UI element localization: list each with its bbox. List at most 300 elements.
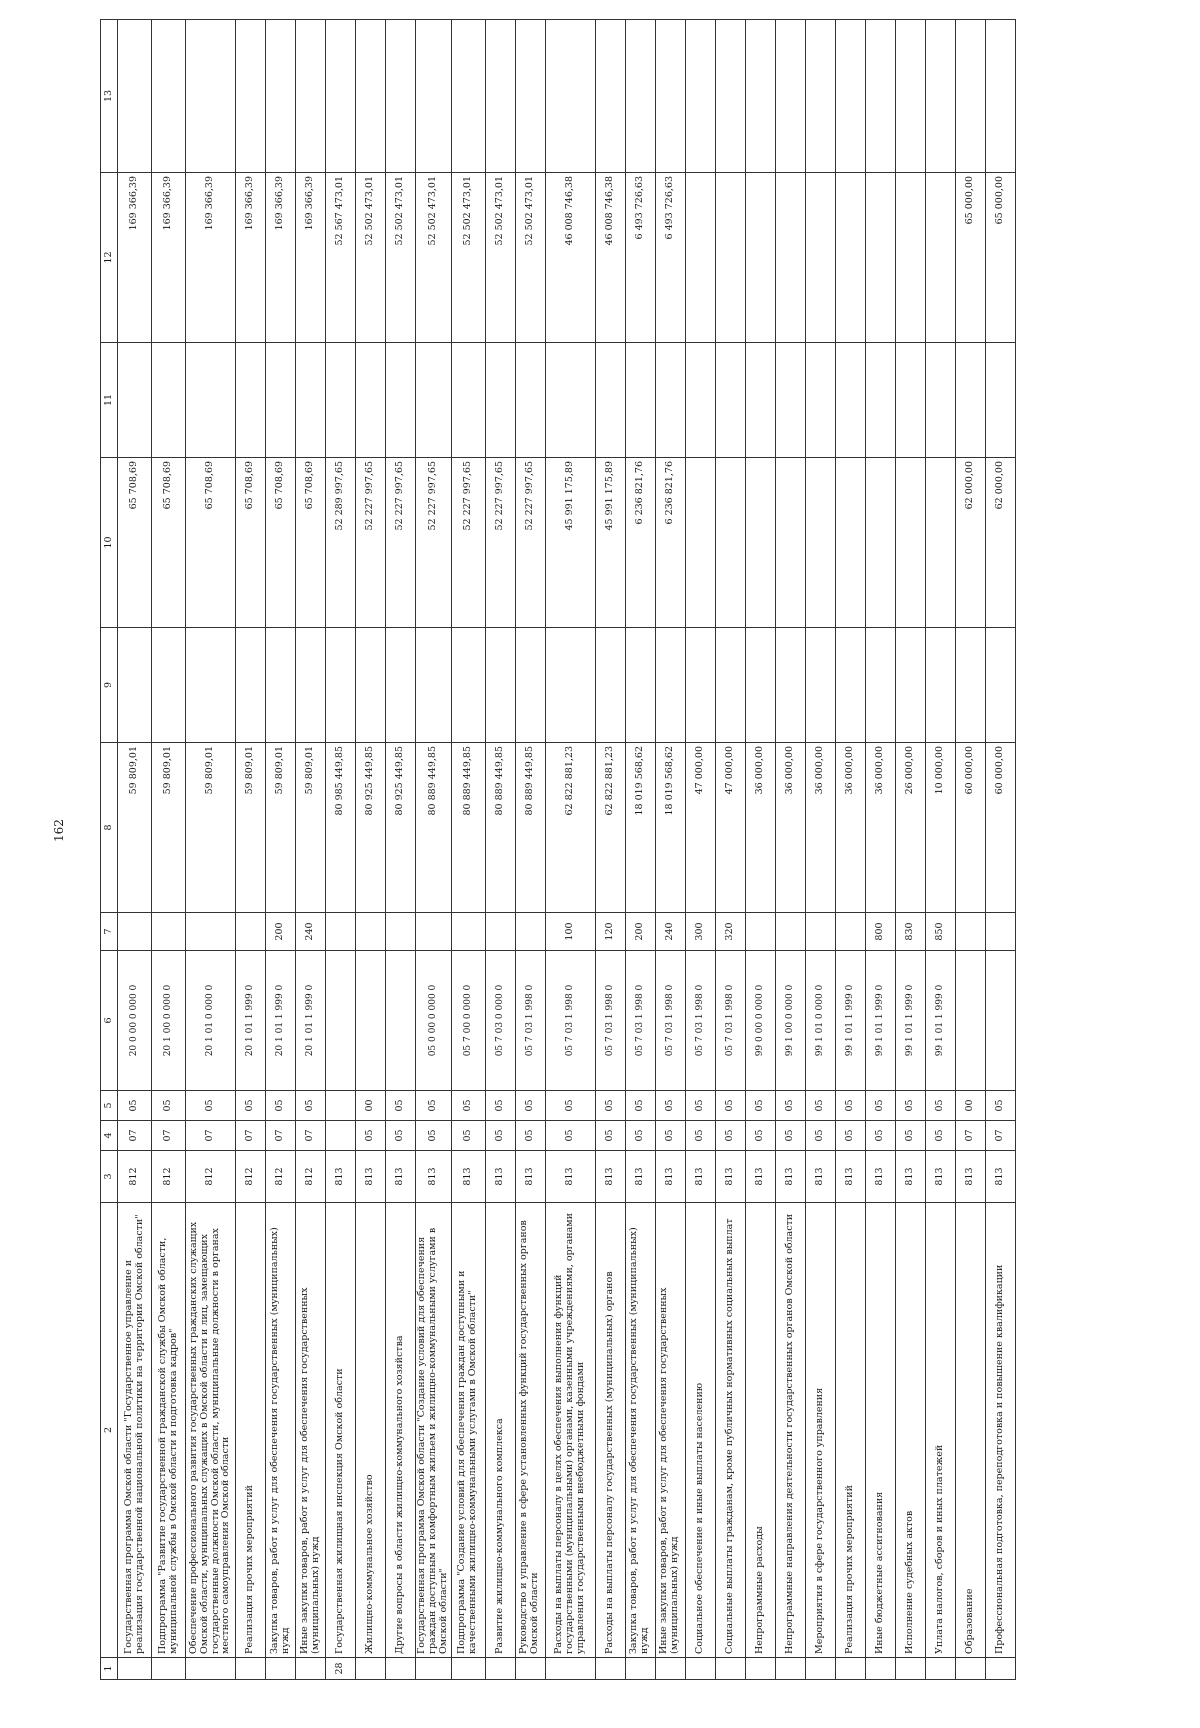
amount-col9-cell: [416, 628, 452, 743]
amount-col10-cell: [685, 458, 715, 628]
header-cell: 9: [101, 628, 118, 743]
ministry-code-cell: 813: [925, 1151, 955, 1203]
amount-col13-cell: [186, 20, 236, 173]
amount-col12-cell: [685, 173, 715, 343]
amount-col10-cell: [925, 458, 955, 628]
amount-col9-cell: [296, 628, 326, 743]
amount-col10-cell: [745, 458, 775, 628]
subsection-code-cell: 05: [805, 1091, 835, 1121]
page-number: 162: [52, 819, 66, 842]
row-number-cell: [925, 1658, 955, 1680]
amount-col8-cell: 80 889 449,85: [515, 743, 545, 913]
amount-col10-cell: 62 000,00: [985, 458, 1015, 628]
section-code-cell: 07: [985, 1121, 1015, 1151]
table-row: [985, 20, 1015, 1680]
row-number-cell: [118, 1658, 152, 1680]
ministry-code-cell: 812: [266, 1151, 296, 1203]
ministry-code-cell: 813: [985, 1151, 1015, 1203]
target-article-cell: 05 7 03 1 998 0: [685, 951, 715, 1091]
ministry-code-cell: 813: [485, 1151, 515, 1203]
row-number-cell: [865, 1658, 895, 1680]
ministry-code-cell: 812: [118, 1151, 152, 1203]
target-article-cell: [955, 951, 985, 1091]
ministry-code-cell: 813: [955, 1151, 985, 1203]
row-name-cell: Реализация прочих мероприятий: [236, 1203, 266, 1658]
table-row: [925, 20, 955, 1680]
row-name-cell: Социальное обеспечение и иные выплаты населению: [685, 1203, 715, 1658]
subsection-code-cell: 05: [186, 1091, 236, 1121]
amount-col9-cell: [925, 628, 955, 743]
subsection-code-cell: 05: [236, 1091, 266, 1121]
expense-type-cell: 300: [685, 913, 715, 951]
amount-col12-cell: 169 366,39: [186, 173, 236, 343]
subsection-code-cell: 05: [895, 1091, 925, 1121]
amount-col13-cell: [152, 20, 186, 173]
amount-col9-cell: [118, 628, 152, 743]
row-name-cell: Уплата налогов, сборов и иных платежей: [925, 1203, 955, 1658]
amount-col9-cell: [715, 628, 745, 743]
expense-type-cell: [356, 913, 386, 951]
amount-col13-cell: [775, 20, 805, 173]
amount-col9-cell: [266, 628, 296, 743]
ministry-code-cell: 813: [685, 1151, 715, 1203]
amount-col12-cell: 6 493 726,63: [625, 173, 655, 343]
row-number-cell: [685, 1658, 715, 1680]
ministry-code-cell: 813: [865, 1151, 895, 1203]
section-code-cell: 05: [416, 1121, 452, 1151]
amount-col11-cell: [655, 343, 685, 458]
expense-type-cell: 240: [296, 913, 326, 951]
header-cell: 12: [101, 173, 118, 343]
table-row: [715, 20, 745, 1680]
amount-col8-cell: 59 809,01: [296, 743, 326, 913]
subsection-code-cell: 05: [715, 1091, 745, 1121]
subsection-code-cell: 05: [925, 1091, 955, 1121]
section-code-cell: 07: [152, 1121, 186, 1151]
row-number-cell: [955, 1658, 985, 1680]
table-row: [835, 20, 865, 1680]
target-article-cell: 05 7 03 1 998 0: [515, 951, 545, 1091]
amount-col10-cell: [865, 458, 895, 628]
row-name-cell: Профессиональная подготовка, переподготовка и повышение квалификации: [985, 1203, 1015, 1658]
amount-col13-cell: [451, 20, 485, 173]
expense-type-cell: 200: [266, 913, 296, 951]
amount-col11-cell: [835, 343, 865, 458]
amount-col9-cell: [545, 628, 595, 743]
amount-col12-cell: 169 366,39: [236, 173, 266, 343]
amount-col13-cell: [925, 20, 955, 173]
target-article-cell: [326, 951, 356, 1091]
target-article-cell: [985, 951, 1015, 1091]
amount-col10-cell: [835, 458, 865, 628]
target-article-cell: 99 1 01 0 000 0: [805, 951, 835, 1091]
amount-col10-cell: 45 991 175,89: [595, 458, 625, 628]
subsection-code-cell: [326, 1091, 356, 1121]
expense-type-cell: [745, 913, 775, 951]
section-code-cell: 05: [625, 1121, 655, 1151]
target-article-cell: 05 0 00 0 000 0: [416, 951, 452, 1091]
amount-col11-cell: [895, 343, 925, 458]
ministry-code-cell: 813: [625, 1151, 655, 1203]
amount-col11-cell: [955, 343, 985, 458]
amount-col10-cell: 52 289 997,65: [326, 458, 356, 628]
target-article-cell: 05 7 03 1 998 0: [625, 951, 655, 1091]
target-article-cell: 05 7 00 0 000 0: [451, 951, 485, 1091]
table-row: [386, 20, 416, 1680]
amount-col12-cell: [715, 173, 745, 343]
row-number-cell: [152, 1658, 186, 1680]
table-row: [685, 20, 715, 1680]
row-name-cell: Обеспечение профессионального развития государственных гражданских служащих Омской области, муниципальных служащих в Омской области и лиц, замещающих государственные должности Омской области, муниципальные должности в органах местного самоуправления Омской области: [186, 1203, 236, 1658]
amount-col10-cell: 52 227 997,65: [485, 458, 515, 628]
header-cell: 6: [101, 951, 118, 1091]
row-number-cell: [186, 1658, 236, 1680]
amount-col12-cell: 169 366,39: [152, 173, 186, 343]
row-name-cell: Подпрограмма "Развитие государственной гражданской службы Омской области, муниципальной службы в Омской области и подготовка кадров": [152, 1203, 186, 1658]
amount-col12-cell: [745, 173, 775, 343]
row-name-cell: Государственная программа Омской области "Государственное управление и реализация государственной национальной политики на территории Омской области": [118, 1203, 152, 1658]
subsection-code-cell: 05: [451, 1091, 485, 1121]
amount-col9-cell: [835, 628, 865, 743]
subsection-code-cell: 05: [775, 1091, 805, 1121]
amount-col8-cell: 47 000,00: [715, 743, 745, 913]
amount-col13-cell: [296, 20, 326, 173]
section-code-cell: 05: [655, 1121, 685, 1151]
amount-col10-cell: 62 000,00: [955, 458, 985, 628]
table-row: [326, 20, 356, 1680]
row-number-cell: [805, 1658, 835, 1680]
amount-col12-cell: 52 502 473,01: [416, 173, 452, 343]
ministry-code-cell: 813: [835, 1151, 865, 1203]
section-code-cell: 05: [895, 1121, 925, 1151]
header-cell: 8: [101, 743, 118, 913]
amount-col12-cell: 65 000,00: [985, 173, 1015, 343]
amount-col8-cell: 18 019 568,62: [625, 743, 655, 913]
amount-col11-cell: [236, 343, 266, 458]
ministry-code-cell: 813: [356, 1151, 386, 1203]
expense-type-cell: 830: [895, 913, 925, 951]
table-row: [485, 20, 515, 1680]
section-code-cell: 07: [186, 1121, 236, 1151]
amount-col10-cell: [775, 458, 805, 628]
section-code-cell: [326, 1121, 356, 1151]
row-name-cell: Расходы на выплаты персоналу в целях обеспечения выполнения функций государственными (муниципальными) органами, казенными учреждениями, органами управления государственными внебюджетными фондами: [545, 1203, 595, 1658]
amount-col12-cell: [835, 173, 865, 343]
amount-col13-cell: [625, 20, 655, 173]
amount-col10-cell: 65 708,69: [266, 458, 296, 628]
amount-col8-cell: 80 889 449,85: [416, 743, 452, 913]
amount-col8-cell: 36 000,00: [775, 743, 805, 913]
expense-type-cell: 120: [595, 913, 625, 951]
ministry-code-cell: 813: [775, 1151, 805, 1203]
header-cell: 13: [101, 20, 118, 173]
target-article-cell: 20 0 00 0 000 0: [118, 951, 152, 1091]
subsection-code-cell: 05: [485, 1091, 515, 1121]
ministry-code-cell: 812: [152, 1151, 186, 1203]
subsection-code-cell: 05: [266, 1091, 296, 1121]
table-row: [775, 20, 805, 1680]
amount-col12-cell: 52 502 473,01: [485, 173, 515, 343]
expense-type-cell: 240: [655, 913, 685, 951]
amount-col11-cell: [775, 343, 805, 458]
expense-type-cell: [152, 913, 186, 951]
amount-col12-cell: 46 008 746,38: [595, 173, 625, 343]
amount-col9-cell: [745, 628, 775, 743]
amount-col13-cell: [985, 20, 1015, 173]
ministry-code-cell: 813: [895, 1151, 925, 1203]
header-cell: 2: [101, 1203, 118, 1658]
amount-col11-cell: [186, 343, 236, 458]
header-cell: 11: [101, 343, 118, 458]
amount-col11-cell: [625, 343, 655, 458]
table-row: [118, 20, 152, 1680]
amount-col10-cell: 6 236 821,76: [625, 458, 655, 628]
target-article-cell: 20 1 01 1 999 0: [296, 951, 326, 1091]
expense-type-cell: [515, 913, 545, 951]
amount-col10-cell: 52 227 997,65: [386, 458, 416, 628]
row-number-cell: [485, 1658, 515, 1680]
ministry-code-cell: 813: [545, 1151, 595, 1203]
row-name-cell: Другие вопросы в области жилищно-коммунального хозяйства: [386, 1203, 416, 1658]
amount-col8-cell: 36 000,00: [865, 743, 895, 913]
amount-col12-cell: 52 502 473,01: [515, 173, 545, 343]
row-number-cell: [655, 1658, 685, 1680]
expense-type-cell: [326, 913, 356, 951]
section-code-cell: 05: [386, 1121, 416, 1151]
row-name-cell: Государственная программа Омской области "Создание условий для обеспечения граждан доступным и комфортным жильем и жилищно-коммунальными услугами в Омской области": [416, 1203, 452, 1658]
row-name-cell: Иные закупки товаров, работ и услуг для обеспечения государственных (муниципальных) нужд: [655, 1203, 685, 1658]
amount-col11-cell: [515, 343, 545, 458]
amount-col11-cell: [745, 343, 775, 458]
amount-col8-cell: 60 000,00: [985, 743, 1015, 913]
amount-col11-cell: [152, 343, 186, 458]
amount-col12-cell: 46 008 746,38: [545, 173, 595, 343]
amount-col11-cell: [266, 343, 296, 458]
target-article-cell: 99 1 01 1 999 0: [835, 951, 865, 1091]
expense-type-cell: [118, 913, 152, 951]
amount-col8-cell: 80 985 449,85: [326, 743, 356, 913]
row-number-cell: [985, 1658, 1015, 1680]
amount-col11-cell: [386, 343, 416, 458]
amount-col8-cell: 26 000,00: [895, 743, 925, 913]
amount-col8-cell: 60 000,00: [955, 743, 985, 913]
subsection-code-cell: 05: [118, 1091, 152, 1121]
amount-col13-cell: [236, 20, 266, 173]
table-row: [266, 20, 296, 1680]
rotated-page: [100, 20, 1180, 1680]
amount-col13-cell: [715, 20, 745, 173]
expense-type-cell: 100: [545, 913, 595, 951]
amount-col11-cell: [925, 343, 955, 458]
amount-col12-cell: 52 502 473,01: [356, 173, 386, 343]
subsection-code-cell: 05: [745, 1091, 775, 1121]
ministry-code-cell: 813: [715, 1151, 745, 1203]
amount-col13-cell: [685, 20, 715, 173]
row-number-cell: [745, 1658, 775, 1680]
expense-type-cell: 320: [715, 913, 745, 951]
amount-col13-cell: [955, 20, 985, 173]
header-cell: 10: [101, 458, 118, 628]
amount-col13-cell: [895, 20, 925, 173]
ministry-code-cell: 813: [515, 1151, 545, 1203]
amount-col10-cell: 52 227 997,65: [416, 458, 452, 628]
target-article-cell: 99 1 00 0 000 0: [775, 951, 805, 1091]
amount-col9-cell: [485, 628, 515, 743]
section-code-cell: 07: [266, 1121, 296, 1151]
row-name-cell: Мероприятия в сфере государственного управления: [805, 1203, 835, 1658]
subsection-code-cell: 05: [685, 1091, 715, 1121]
expense-type-cell: [416, 913, 452, 951]
target-article-cell: 20 1 01 1 999 0: [266, 951, 296, 1091]
amount-col9-cell: [236, 628, 266, 743]
amount-col11-cell: [451, 343, 485, 458]
section-code-cell: 07: [955, 1121, 985, 1151]
ministry-code-cell: 813: [595, 1151, 625, 1203]
section-code-cell: 05: [545, 1121, 595, 1151]
rotated-table-wrapper: [100, 20, 1180, 1680]
amount-col8-cell: 62 822 881,23: [545, 743, 595, 913]
table-row: [236, 20, 266, 1680]
header-cell: 5: [101, 1091, 118, 1121]
amount-col9-cell: [865, 628, 895, 743]
row-name-cell: Социальные выплаты гражданам, кроме публичных нормативных социальных выплат: [715, 1203, 745, 1658]
expense-type-cell: [485, 913, 515, 951]
amount-col8-cell: 36 000,00: [835, 743, 865, 913]
expense-type-cell: 850: [925, 913, 955, 951]
amount-col9-cell: [595, 628, 625, 743]
row-name-cell: Реализация прочих мероприятий: [835, 1203, 865, 1658]
amount-col11-cell: [595, 343, 625, 458]
amount-col8-cell: 62 822 881,23: [595, 743, 625, 913]
subsection-code-cell: 05: [545, 1091, 595, 1121]
target-article-cell: 99 1 01 1 999 0: [865, 951, 895, 1091]
ministry-code-cell: 812: [236, 1151, 266, 1203]
subsection-code-cell: 05: [152, 1091, 186, 1121]
target-article-cell: [356, 951, 386, 1091]
row-name-cell: Подпрограмма "Создание условий для обеспечения граждан доступными и качественными жилищно-коммунальными услугами в Омской области": [451, 1203, 485, 1658]
amount-col13-cell: [865, 20, 895, 173]
row-number-cell: [266, 1658, 296, 1680]
row-name-cell: Непрограммные направления деятельности государственных органов Омской области: [775, 1203, 805, 1658]
amount-col13-cell: [745, 20, 775, 173]
subsection-code-cell: 05: [386, 1091, 416, 1121]
amount-col13-cell: [835, 20, 865, 173]
ministry-code-cell: 813: [655, 1151, 685, 1203]
ministry-code-cell: 812: [296, 1151, 326, 1203]
subsection-code-cell: 05: [595, 1091, 625, 1121]
subsection-code-cell: 05: [835, 1091, 865, 1121]
amount-col9-cell: [515, 628, 545, 743]
row-name-cell: Развитие жилищно-коммунального комплекса: [485, 1203, 515, 1658]
target-article-cell: 05 7 03 1 998 0: [655, 951, 685, 1091]
amount-col9-cell: [451, 628, 485, 743]
table-row: [545, 20, 595, 1680]
ministry-code-cell: 813: [745, 1151, 775, 1203]
amount-col9-cell: [356, 628, 386, 743]
amount-col8-cell: 36 000,00: [745, 743, 775, 913]
amount-col11-cell: [715, 343, 745, 458]
amount-col12-cell: 52 502 473,01: [386, 173, 416, 343]
amount-col11-cell: [356, 343, 386, 458]
target-article-cell: 99 1 01 1 999 0: [895, 951, 925, 1091]
expense-type-cell: [186, 913, 236, 951]
amount-col9-cell: [895, 628, 925, 743]
table-row: [186, 20, 236, 1680]
amount-col13-cell: [326, 20, 356, 173]
amount-col11-cell: [416, 343, 452, 458]
table-row: [595, 20, 625, 1680]
subsection-code-cell: 05: [296, 1091, 326, 1121]
table-row: [152, 20, 186, 1680]
row-number-cell: [895, 1658, 925, 1680]
expense-type-cell: [775, 913, 805, 951]
amount-col10-cell: 65 708,69: [186, 458, 236, 628]
amount-col8-cell: 18 019 568,62: [655, 743, 685, 913]
amount-col9-cell: [386, 628, 416, 743]
amount-col12-cell: [925, 173, 955, 343]
expense-type-cell: [955, 913, 985, 951]
amount-col13-cell: [386, 20, 416, 173]
amount-col12-cell: [895, 173, 925, 343]
row-name-cell: Образование: [955, 1203, 985, 1658]
amount-col10-cell: 65 708,69: [152, 458, 186, 628]
expense-type-cell: 800: [865, 913, 895, 951]
amount-col12-cell: 52 567 473,01: [326, 173, 356, 343]
header-cell: 1: [101, 1658, 118, 1680]
amount-col8-cell: 80 889 449,85: [451, 743, 485, 913]
section-code-cell: 05: [356, 1121, 386, 1151]
subsection-code-cell: 05: [416, 1091, 452, 1121]
table-row: [895, 20, 925, 1680]
row-name-cell: Расходы на выплаты персоналу государственных (муниципальных) органов: [595, 1203, 625, 1658]
amount-col11-cell: [685, 343, 715, 458]
section-code-cell: 05: [775, 1121, 805, 1151]
table-row: [416, 20, 452, 1680]
header-cell: 3: [101, 1151, 118, 1203]
row-number-cell: [595, 1658, 625, 1680]
target-article-cell: 05 7 03 0 000 0: [485, 951, 515, 1091]
amount-col8-cell: 59 809,01: [152, 743, 186, 913]
amount-col13-cell: [655, 20, 685, 173]
section-code-cell: 05: [685, 1121, 715, 1151]
table-row: [955, 20, 985, 1680]
section-code-cell: 07: [118, 1121, 152, 1151]
amount-col10-cell: 6 236 821,76: [655, 458, 685, 628]
row-name-cell: Иные бюджетные ассигнования: [865, 1203, 895, 1658]
section-code-cell: 05: [451, 1121, 485, 1151]
ministry-code-cell: 813: [451, 1151, 485, 1203]
row-number-cell: [715, 1658, 745, 1680]
row-number-cell: [386, 1658, 416, 1680]
amount-col9-cell: [625, 628, 655, 743]
amount-col8-cell: 59 809,01: [266, 743, 296, 913]
header-cell: 7: [101, 913, 118, 951]
row-number-cell: [625, 1658, 655, 1680]
amount-col10-cell: 65 708,69: [296, 458, 326, 628]
row-name-cell: Руководство и управление в сфере установленных функций государственных органов Омской области: [515, 1203, 545, 1658]
section-code-cell: 07: [296, 1121, 326, 1151]
amount-col13-cell: [805, 20, 835, 173]
amount-col12-cell: [775, 173, 805, 343]
amount-col8-cell: 80 925 449,85: [386, 743, 416, 913]
target-article-cell: 20 1 00 0 000 0: [152, 951, 186, 1091]
amount-col11-cell: [118, 343, 152, 458]
amount-col9-cell: [326, 628, 356, 743]
target-article-cell: 05 7 03 1 998 0: [715, 951, 745, 1091]
amount-col12-cell: 65 000,00: [955, 173, 985, 343]
amount-col12-cell: [865, 173, 895, 343]
amount-col8-cell: 80 889 449,85: [485, 743, 515, 913]
